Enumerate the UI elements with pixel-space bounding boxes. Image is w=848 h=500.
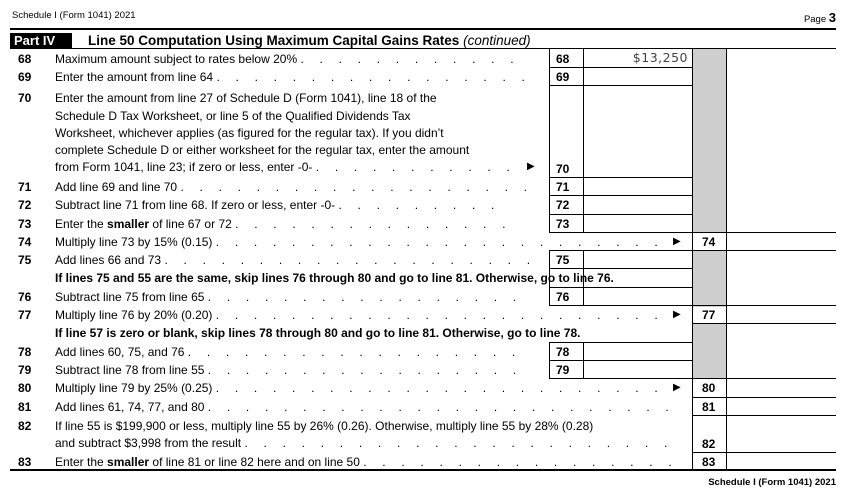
page-label: Page — [803, 14, 827, 25]
leader-dots: . . . . . . . . . . . . . . . . . . . . . . . . — [215, 308, 664, 322]
line-83-pre: Enter the — [55, 455, 108, 469]
line-79-text — [55, 363, 522, 377]
line-77-number: 77 — [18, 308, 32, 322]
line-78-box: 78 — [556, 345, 570, 359]
line-70-number: 70 — [18, 91, 32, 105]
line-69-text — [55, 70, 531, 84]
rule-note2 — [549, 342, 693, 343]
line-79-box: 79 — [556, 363, 570, 377]
line-78-text — [55, 345, 521, 359]
line-82-text-1: If line 55 is $199,900 or less, multiply line 55 by 26% (0.26). Otherwise, multiply line 55 by 28% (0.28) — [55, 419, 594, 433]
line-82-label-2: and subtract $3,998 from the result — [55, 436, 242, 450]
line-70-text-1: Enter the amount from line 27 of Schedule D (Form 1041), line 18 of the — [55, 91, 437, 105]
line-79-number: 79 — [18, 363, 32, 377]
line-73-post: of line 67 or 72 — [149, 217, 232, 231]
line-72-text — [55, 198, 501, 212]
leader-dots: . . . . . . . . . . . . . . . . . . . . . . . . — [215, 235, 664, 249]
page-indicator — [804, 10, 836, 25]
line-82-box: 82 — [702, 437, 716, 451]
line-81-number: 81 — [18, 400, 32, 414]
shade-block-1 — [693, 49, 726, 233]
rule-76r — [692, 305, 836, 306]
line-71-label: Add line 69 and line 70 — [55, 180, 178, 194]
leader-dots: . . . . . . . . . . . . . . . . . — [207, 363, 523, 377]
bottom-rule — [10, 469, 836, 471]
line-76-number: 76 — [18, 290, 32, 304]
leader-dots: . . . . . . . . . . . . . . . . . — [216, 70, 532, 84]
line-79-label: Subtract line 78 from line 55 — [55, 363, 205, 377]
line-68-amount[interactable]: $13,250 — [632, 50, 688, 65]
line-70-box: 70 — [556, 162, 570, 176]
col-line-d — [726, 49, 727, 469]
rule-73 — [549, 232, 693, 233]
leader-dots: . . . . . . . . . . . . . . . . . — [207, 290, 523, 304]
line-69-number: 69 — [18, 70, 32, 84]
rule-81 — [692, 415, 836, 416]
part-continued: (continued) — [463, 33, 531, 48]
col-line-a — [549, 49, 550, 233]
line-74-box: 74 — [702, 235, 716, 249]
line-78-label: Add lines 60, 75, and 76 — [55, 345, 185, 359]
instruction-note-1: If lines 75 and 55 are the same, skip lines 76 through 80 and go to line 81. Otherwise, go to line 76. — [55, 271, 614, 285]
leader-dots: . . . . . . . . . . . . . . . . . . — [187, 345, 522, 359]
rule-75 — [549, 268, 693, 269]
part-title-text: Line 50 Computation Using Maximum Capital Gains Rates — [88, 33, 460, 48]
line-80-number: 80 — [18, 381, 32, 395]
line-68-label: Maximum amount subject to rates below 20% — [55, 52, 298, 66]
line-70-text-4: complete Schedule D or either worksheet for the regular tax, enter the amount — [55, 143, 470, 157]
col-line-c — [692, 49, 693, 469]
rule-72 — [549, 214, 693, 215]
leader-dots: . . . . . . . . . — [338, 198, 501, 212]
line-70-label-5: from Form 1041, line 23; if zero or less, enter -0- — [55, 160, 313, 174]
line-73-number: 73 — [18, 217, 32, 231]
line-73-text — [55, 217, 512, 231]
line-70-text-5 — [55, 160, 516, 174]
rule-78 — [549, 360, 693, 361]
shade-block-2 — [693, 250, 726, 307]
rule-note1 — [549, 287, 693, 288]
leader-dots: . . . . . . . . . . . . . . . . . . . . — [164, 253, 537, 267]
line-76-label: Subtract line 75 from line 65 — [55, 290, 205, 304]
line-83-box: 83 — [702, 455, 716, 469]
line-74-label: Multiply line 73 by 15% (0.15) — [55, 235, 213, 249]
line-74-text — [55, 235, 664, 249]
leader-dots: . . . . . . . . . . . . . . . . . . . . . . . . . — [207, 400, 675, 414]
rule-69 — [549, 85, 693, 86]
leader-dots: . . . . . . . . . . . . . . . — [235, 217, 512, 231]
rule-82 — [692, 452, 836, 453]
arrow-right-icon: ▶ — [673, 309, 681, 320]
line-77-text — [55, 308, 664, 322]
line-71-number: 71 — [18, 180, 32, 194]
form-name: Schedule I (Form 1041) 2021 — [12, 10, 136, 21]
page-number: 3 — [828, 10, 836, 25]
line-68-text — [55, 52, 520, 66]
line-73-bold: smaller — [107, 217, 150, 231]
instruction-note-2: If line 57 is zero or blank, skip lines 78 through 80 and go to line 81. Otherwise, go to line 78. — [55, 326, 581, 340]
line-71-box: 71 — [556, 180, 570, 194]
line-77-box: 77 — [702, 308, 716, 322]
line-72-label: Subtract line 71 from line 68. If zero or less, enter -0- — [55, 198, 336, 212]
line-75-number: 75 — [18, 253, 32, 267]
line-72-number: 72 — [18, 198, 32, 212]
line-77-label: Multiply line 76 by 20% (0.20) — [55, 308, 213, 322]
line-80-text — [55, 381, 664, 395]
line-81-label: Add lines 61, 74, 77, and 80 — [55, 400, 205, 414]
line-80-label: Multiply line 79 by 25% (0.25) — [55, 381, 213, 395]
leader-dots: . . . . . . . . . . . . . . . . . . . . . . . — [244, 436, 674, 450]
line-71-text — [55, 180, 533, 194]
line-76-box: 76 — [556, 290, 570, 304]
part-label: Part IV — [10, 33, 72, 48]
line-83-bold: smaller — [107, 455, 150, 469]
leader-dots: . . . . . . . . . . . . — [300, 52, 520, 66]
line-69-label: Enter the amount from line 64 — [55, 70, 214, 84]
line-81-text — [55, 400, 675, 414]
line-69-box: 69 — [556, 70, 570, 84]
line-80-box: 80 — [702, 381, 716, 395]
top-rule — [10, 28, 836, 30]
rule-77 — [692, 323, 836, 324]
line-73-pre: Enter the — [55, 217, 108, 231]
rule-80 — [692, 397, 836, 398]
line-83-text — [55, 455, 678, 469]
line-81-box: 81 — [702, 400, 716, 414]
footer-form-name: Schedule I (Form 1041) 2021 — [708, 477, 836, 488]
rule-74 — [549, 250, 836, 251]
leader-dots: . . . . . . . . . . . . . . . . . . . . . . . . — [215, 381, 664, 395]
rule-71 — [549, 195, 693, 196]
line-82-number: 82 — [18, 419, 32, 433]
line-75-box: 75 — [556, 253, 570, 267]
line-68-number: 68 — [18, 52, 32, 66]
line-82-text-2 — [55, 436, 673, 450]
line-70-text-3: Worksheet, whichever applies (as figured for the regular tax). If you didn’t — [55, 126, 444, 140]
arrow-right-icon: ▶ — [527, 161, 535, 172]
line-68-box: 68 — [556, 52, 570, 66]
line-73-box: 73 — [556, 217, 570, 231]
line-78-number: 78 — [18, 345, 32, 359]
line-75-text — [55, 253, 536, 267]
line-75-label: Add lines 66 and 73 — [55, 253, 162, 267]
line-74-number: 74 — [18, 235, 32, 249]
shade-block-3 — [693, 324, 726, 379]
rule-73r — [692, 232, 836, 233]
line-76-text — [55, 290, 522, 304]
leader-dots: . . . . . . . . . . . . . . . . . . . — [180, 180, 534, 194]
leader-dots: . . . . . . . . . . . . . . . . . — [363, 455, 678, 469]
line-83-post: of line 81 or line 82 here and on line 50 — [149, 455, 360, 469]
rule-68 — [549, 67, 693, 68]
arrow-right-icon: ▶ — [673, 382, 681, 393]
line-83-number: 83 — [18, 455, 32, 469]
col-line-b — [583, 49, 584, 233]
rule-76 — [549, 305, 693, 306]
part-title — [88, 33, 531, 48]
line-72-box: 72 — [556, 198, 570, 212]
rule-70 — [549, 177, 693, 178]
leader-dots: . . . . . . . . . . . — [315, 160, 516, 174]
rule-79 — [549, 378, 836, 379]
arrow-right-icon: ▶ — [673, 236, 681, 247]
line-70-text-2: Schedule D Tax Worksheet, or line 5 of the Qualified Dividends Tax — [55, 109, 411, 123]
